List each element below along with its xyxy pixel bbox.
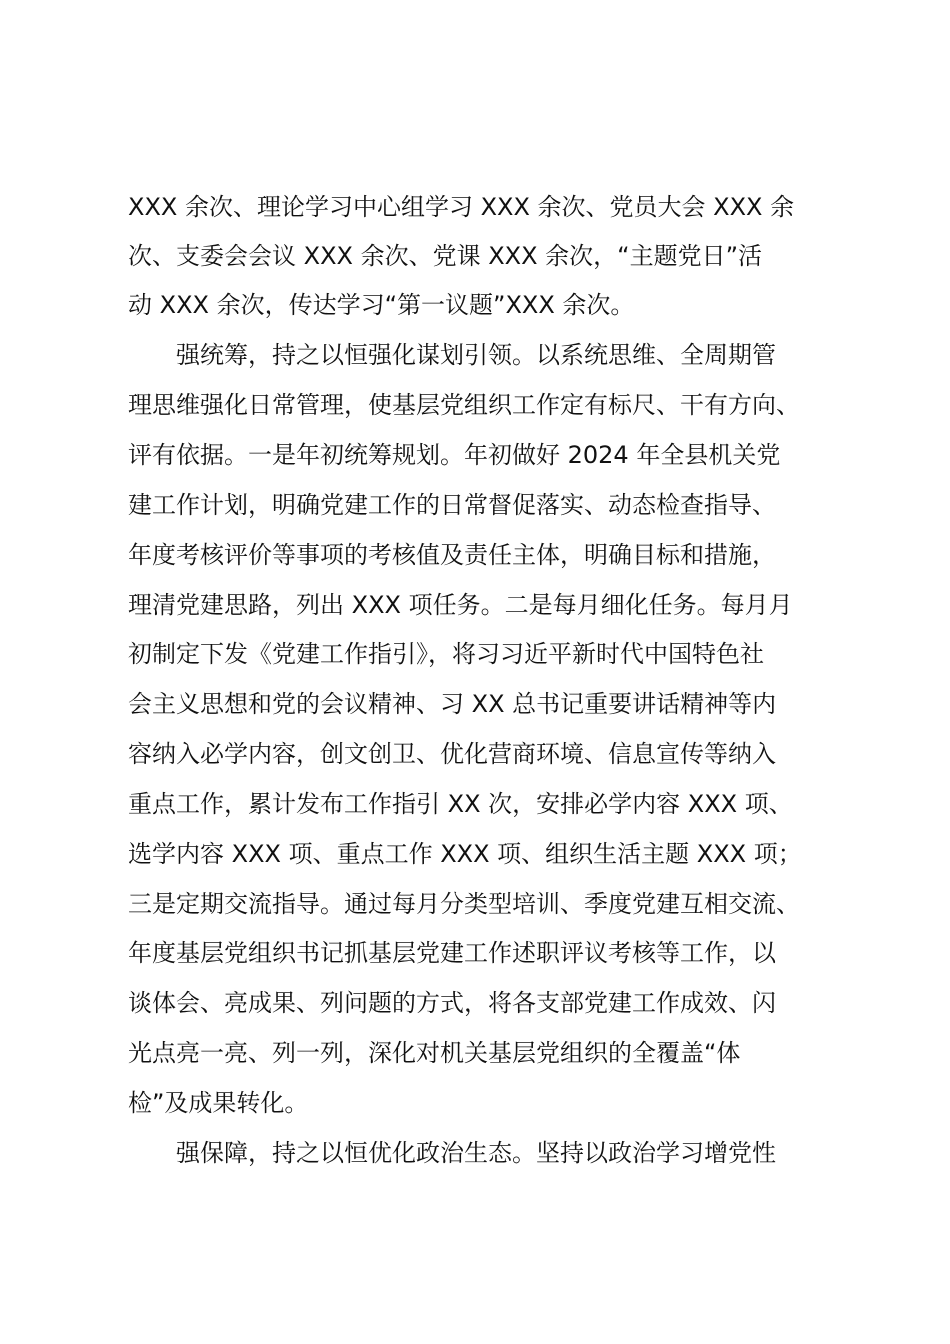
text-line: 容纳入必学内容，创文创卫、优化营商环境、信息宣传等纳入 [128,740,776,768]
text-line: 强保障，持之以恒优化政治生态。坚持以政治学习增党性 [128,1139,776,1167]
text-line: 年度基层党组织书记抓基层党建工作述职评议考核等工作，以 [128,939,776,967]
text-line: 检”及成果转化。 [128,1089,309,1117]
text-line: 光点亮一亮、列一列，深化对机关基层党组织的全覆盖“体 [128,1039,741,1067]
text-line: 重点工作，累计发布工作指引 XX 次，安排必学内容 XXX 项、 [128,790,793,818]
text-line: 建工作计划，明确党建工作的日常督促落实、动态检查指导、 [128,491,776,519]
text-line: 动 XXX 余次，传达学习“第一议题”XXX 余次。 [128,291,635,319]
text-line: 会主义思想和党的会议精神、习 XX 总书记重要讲话精神等内 [128,690,777,718]
text-line: 年度考核评价等事项的考核值及责任主体，明确目标和措施， [128,541,776,569]
text-line: 初制定下发《党建工作指引》，将习习近平新时代中国特色社 [128,640,764,668]
text-line: XXX 余次、理论学习中心组学习 XXX 余次、党员大会 XXX 余 [128,193,795,221]
text-line: 理清党建思路，列出 XXX 项任务。二是每月细化任务。每月月 [128,591,793,619]
text-line: 三是定期交流指导。通过每月分类型培训、季度党建互相交流、 [128,890,800,918]
text-line: 评有依据。一是年初统筹规划。年初做好 2024 年全县机关党 [128,441,781,469]
text-line: 强统筹，持之以恒强化谋划引领。以系统思维、全周期管 [128,341,776,369]
text-line: 次、支委会会议 XXX 余次、党课 XXX 余次，“主题党日”活 [128,242,763,270]
text-line: 谈体会、亮成果、列问题的方式，将各支部党建工作成效、闪 [128,989,776,1017]
text-line: 理思维强化日常管理，使基层党组织工作定有标尺、干有方向、 [128,391,800,419]
text-line: 选学内容 XXX 项、重点工作 XXX 项、组织生活主题 XXX 项； [128,840,802,868]
